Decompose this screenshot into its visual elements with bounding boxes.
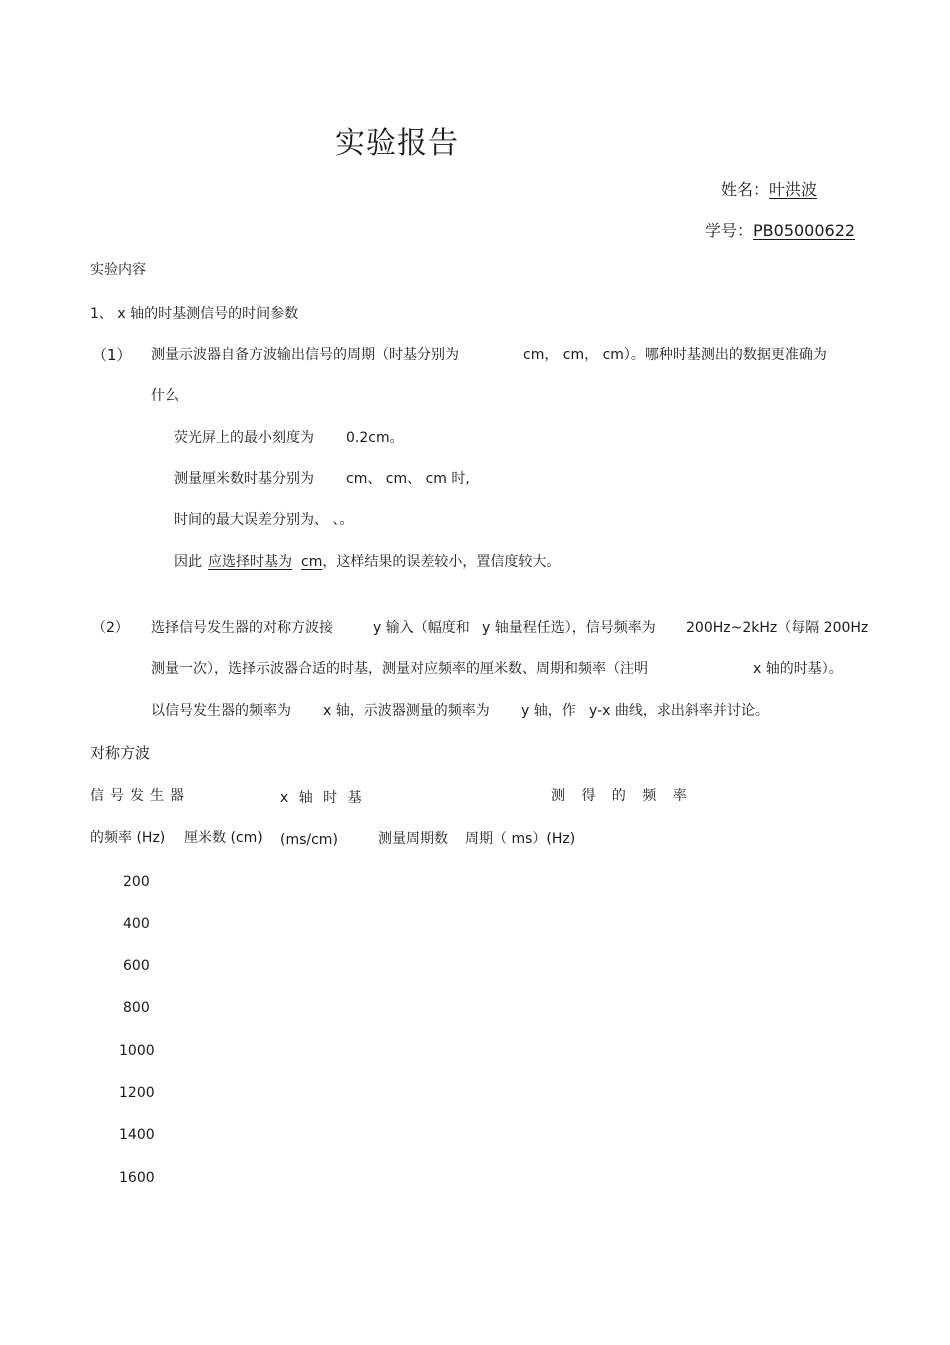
table-row-frequency: 1000	[119, 1043, 155, 1059]
part1-text-b: cm， cm， cm）。哪种时基测出的数据更准确为	[523, 347, 827, 363]
part2-line1-c: y 轴量程任选），信号频率为	[482, 620, 656, 636]
part1-text-line2: 什么	[151, 388, 179, 404]
section-heading: 实验内容	[90, 262, 146, 278]
student-name: 叶洪波	[769, 180, 818, 199]
table-row-frequency: 800	[123, 1000, 150, 1016]
part2-line3-d: y-x 曲线，求出斜率并讨论。	[589, 703, 769, 719]
part2-line1-a: 选择信号发生器的对称方波接	[151, 620, 333, 636]
table-row-frequency: 400	[123, 916, 150, 932]
conclusion-choice: 应选择时基为	[208, 554, 292, 570]
part1-timebase-label: 测量厘米数时基分别为	[174, 471, 314, 487]
table-row-frequency: 1600	[119, 1170, 155, 1186]
table-header-period-count: 测量周期数	[378, 831, 448, 847]
conclusion-unit: cm	[301, 554, 323, 570]
part2-line3-a: 以信号发生器的频率为	[151, 703, 291, 719]
name-label: 姓名：	[721, 180, 770, 199]
table-header-timebase: x 轴 时 基	[280, 790, 362, 806]
part2-line3-c: y 轴，作	[521, 703, 576, 719]
conclusion-suffix: ，这样结果的误差较小，置信度较大。	[322, 554, 561, 570]
table-header-cm: 厘米数 (cm)	[184, 830, 263, 846]
table-header-ms-per-cm: (ms/cm)	[280, 832, 338, 848]
table-header-measured-frequency: 测 得 的 频 率	[551, 788, 693, 804]
table-row-frequency: 200	[123, 874, 150, 890]
student-id-line	[705, 221, 855, 241]
part1-min-scale-value: 0.2cm。	[346, 430, 404, 446]
table-header-signal-generator: 信号发生器	[90, 788, 190, 804]
table-row-frequency: 1200	[119, 1085, 155, 1101]
table-row-frequency: 1400	[119, 1127, 155, 1143]
part1-timebase-values: cm、 cm、 cm 时,	[346, 471, 470, 487]
conclusion-prefix: 因此	[174, 554, 202, 570]
part2-line2-b: x 轴的时基）。	[753, 661, 843, 677]
part2-line3-b: x 轴，示波器测量的频率为	[323, 703, 490, 719]
table-header-frequency-hz: 的频率 (Hz)	[90, 830, 166, 846]
table-caption: 对称方波	[90, 744, 151, 762]
student-id: PB05000622	[753, 221, 856, 240]
part1-max-error: 时间的最大误差分别为、 、。	[174, 512, 354, 528]
part1-conclusion	[174, 553, 560, 571]
part2-line2-a: 测量一次），选择示波器合适的时基，测量对应频率的厘米数、周期和频率（注明	[151, 661, 648, 677]
name-line	[721, 180, 817, 200]
item1-heading: 1、 x 轴的时基测信号的时间参数	[90, 306, 299, 322]
student-id-label: 学号：	[705, 221, 754, 240]
part2-line1-b: y 输入（幅度和	[373, 620, 470, 636]
page-title: 实验报告	[335, 126, 459, 161]
table-row-frequency: 600	[123, 958, 150, 974]
table-header-period-ms-hz: 周期（ ms）(Hz)	[465, 831, 576, 847]
part1-number: （1）	[92, 346, 132, 364]
part2-number: （2）	[92, 620, 129, 636]
part2-line1-d: 200Hz~2kHz（每隔 200Hz	[686, 620, 869, 636]
part1-min-scale-label: 荧光屏上的最小刻度为	[174, 430, 314, 446]
part1-text-a: 测量示波器自备方波输出信号的周期（时基分别为	[151, 347, 459, 363]
